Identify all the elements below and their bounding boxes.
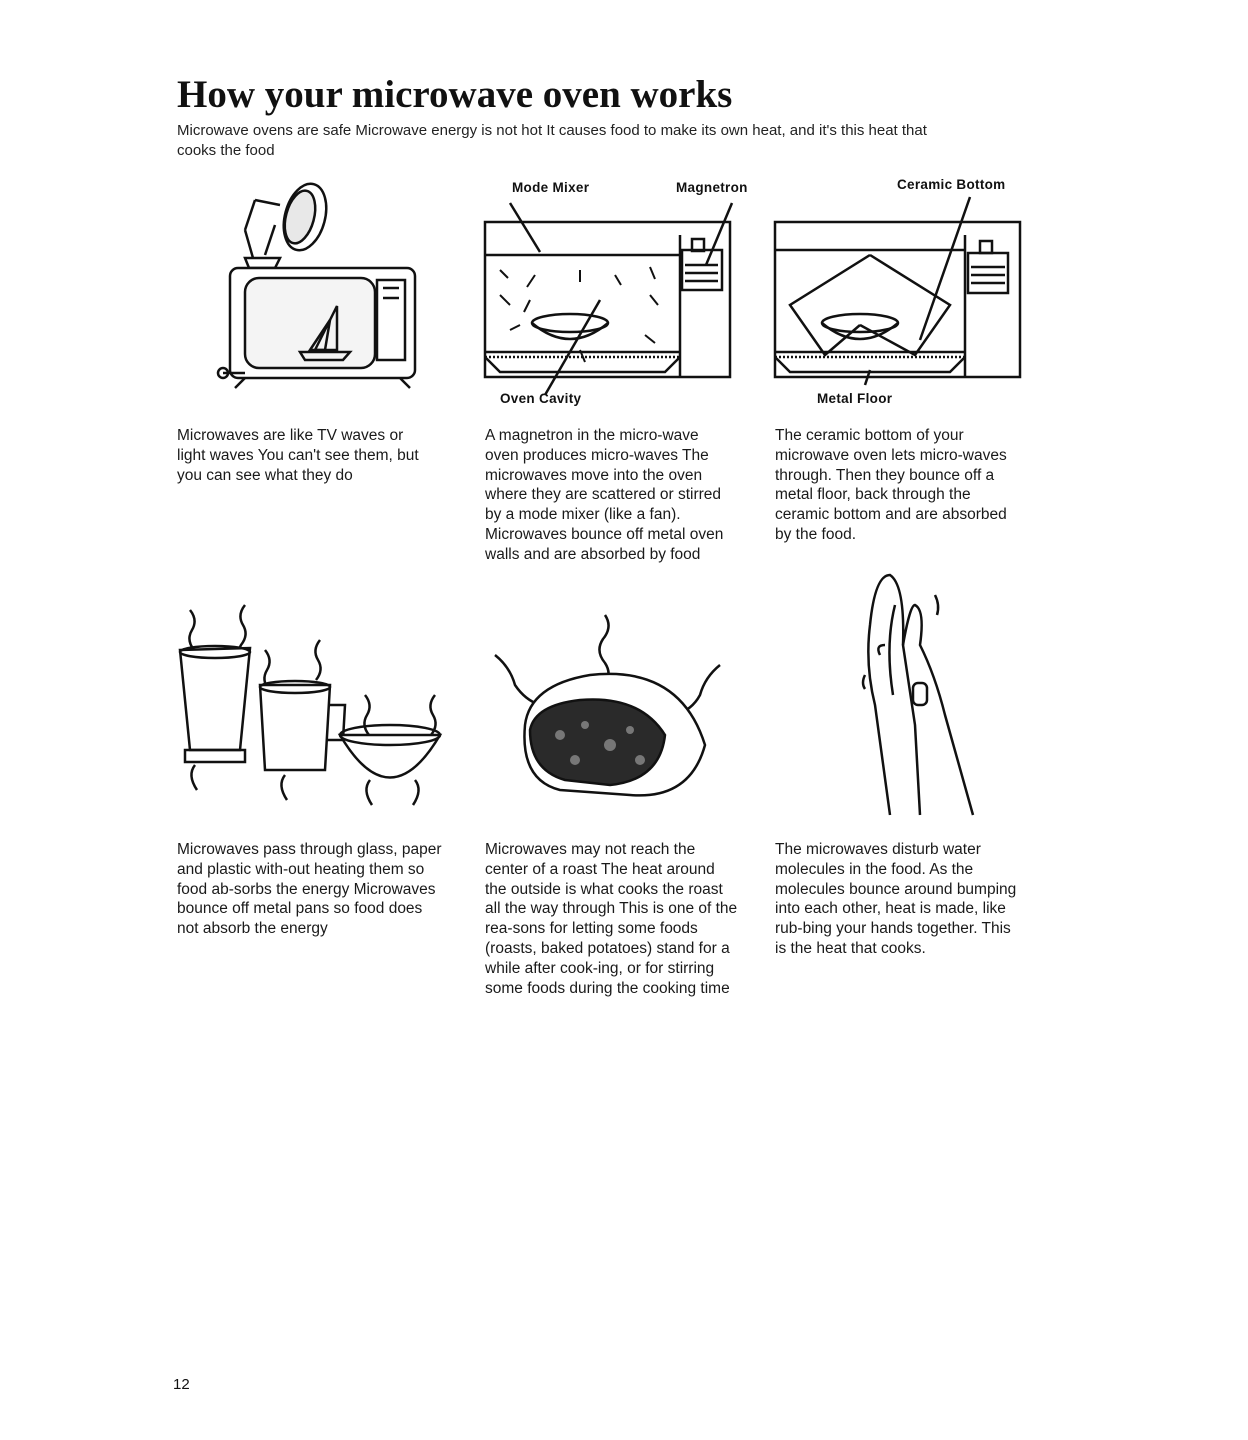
metal-floor-diagram bbox=[765, 195, 1035, 390]
label-ceramic-bottom: Ceramic Bottom bbox=[897, 177, 1006, 192]
tv-lamp-illustration bbox=[205, 170, 435, 390]
caption-ceramic-bottom: The ceramic bottom of your microwave oven lets micro-waves through. Then they bounce off a metal floor, back through the ceramic bottom and are absorbed by the food. bbox=[775, 427, 1007, 543]
roast-illustration bbox=[490, 615, 730, 815]
oven-cavity-diagram bbox=[470, 195, 770, 390]
label-oven-cavity: Oven Cavity bbox=[500, 391, 582, 406]
caption-tv-waves: Microwaves are like TV waves or light waves You can't see them, but you can see what they do bbox=[177, 427, 419, 484]
caption-magnetron: A magnetron in the micro-wave oven produces micro-waves The microwaves move into the oven where they are scattered or stirred by a mode mixer (like a fan). Microwaves bounce off metal oven walls and are absorbed by food bbox=[485, 427, 724, 563]
containers-illustration bbox=[175, 590, 450, 815]
intro-paragraph: Microwave ovens are safe Microwave energy is not hot It causes food to make its own heat, and it's this heat that cooks the food bbox=[177, 122, 927, 159]
page-number: 12 bbox=[173, 1376, 190, 1393]
caption-containers: Microwaves pass through glass, paper and plastic with-out heating them so food ab-sorbs the energy Microwaves bounce off metal pans so food does not absorb the energy bbox=[177, 841, 442, 938]
label-magnetron: Magnetron bbox=[676, 180, 748, 195]
page-title: How your microwave oven works bbox=[177, 73, 733, 116]
label-mode-mixer: Mode Mixer bbox=[512, 180, 590, 195]
caption-roast: Microwaves may not reach the center of a roast The heat around the outside is what cooks the roast all the way through This is one of the rea-sons for letting some foods (roasts, baked potatoes) stand for a while after cook-ing, or for stirring some foods during the cooking time bbox=[485, 841, 738, 997]
caption-hands: The microwaves disturb water molecules in the food. As the molecules bounce around bumping into each other, heat is made, like rub-bing your hands together. This is the heat that cooks. bbox=[775, 841, 1017, 957]
hands-illustration bbox=[835, 565, 985, 820]
label-metal-floor: Metal Floor bbox=[817, 391, 893, 406]
